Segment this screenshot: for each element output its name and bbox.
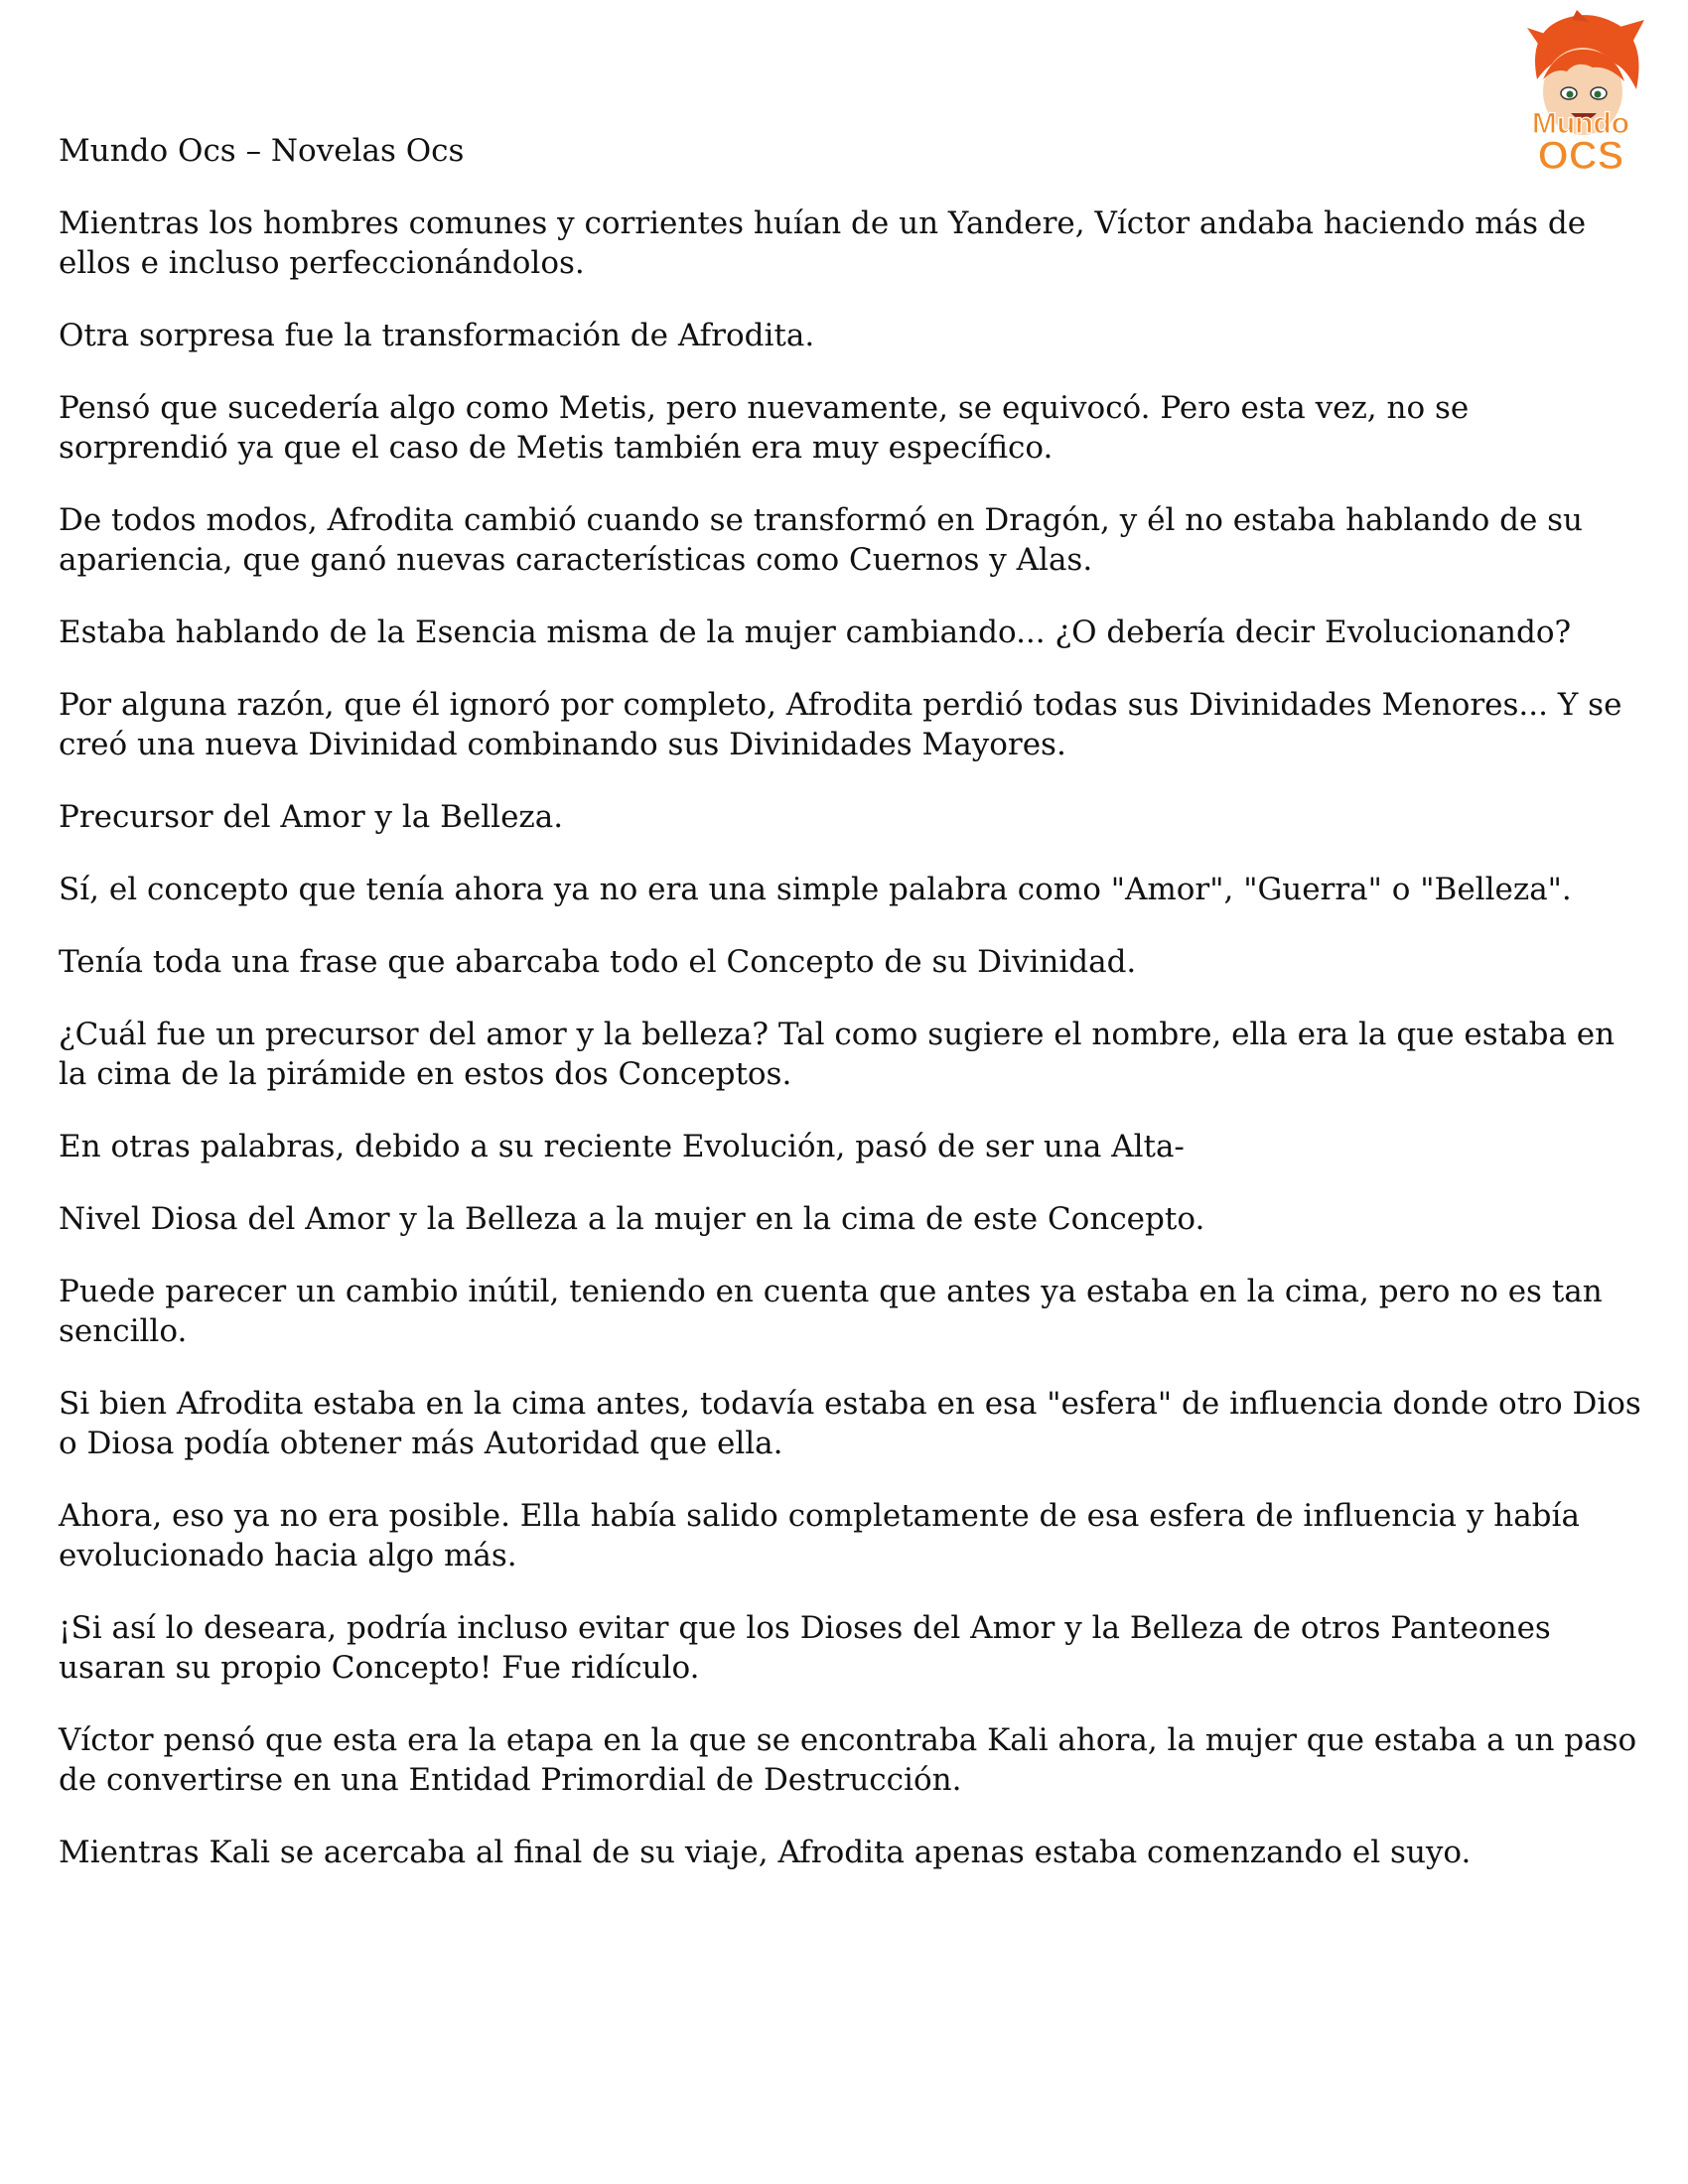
paragraph: Puede parecer un cambio inútil, teniendo en cuenta que antes ya estaba en la cima, pero no es tan sencillo. [59, 1274, 1603, 1349]
paragraph: En otras palabras, debido a su reciente Evolución, pasó de ser una Alta- [59, 1129, 1185, 1164]
paragraph: Mientras Kali se acercaba al final de su viaje, Afrodita apenas estaba comenzando el suyo. [59, 1835, 1472, 1870]
paragraph: Mientras los hombres comunes y corrientes huían de un Yandere, Víctor andaba haciendo más de ellos e incluso perfeccionándolos. [59, 205, 1587, 281]
document-header: Mundo Ocs – Novelas Ocs [59, 133, 465, 169]
svg-text:Mundo: Mundo [1531, 107, 1630, 140]
paragraph: Precursor del Amor y la Belleza. [59, 799, 564, 835]
paragraph: Por alguna razón, que él ignoró por completo, Afrodita perdió todas sus Divinidades Menores... Y se creó una nueva Divinidad combinando sus Divinidades Mayores. [59, 687, 1622, 762]
document-body [59, 204, 1647, 1905]
paragraph: ¿Cuál fue un precursor del amor y la belleza? Tal como sugiere el nombre, ella era la que estaba en la cima de la pirámide en estos dos Conceptos. [59, 1017, 1616, 1092]
mundo-ocs-logo [1497, 10, 1664, 181]
paragraph: Sí, el concepto que tenía ahora ya no era una simple palabra como "Amor", "Guerra" o "Belleza". [59, 872, 1572, 907]
paragraph: Nivel Diosa del Amor y la Belleza a la mujer en la cima de este Concepto. [59, 1201, 1205, 1237]
paragraph: Otra sorpresa fue la transformación de Afrodita. [59, 318, 815, 353]
paragraph: Víctor pensó que esta era la etapa en la que se encontraba Kali ahora, la mujer que estaba a un paso de convertirse en una Entidad Primordial de Destrucción. [59, 1722, 1637, 1798]
svg-text:OCS: OCS [1537, 134, 1624, 178]
paragraph: Pensó que sucedería algo como Metis, pero nuevamente, se equivocó. Pero esta vez, no se sorprendió ya que el caso de Metis también era muy específico. [59, 390, 1470, 466]
paragraph: De todos modos, Afrodita cambió cuando se transformó en Dragón, y él no estaba hablando de su apariencia, que ganó nuevas características como Cuernos y Alas. [59, 502, 1584, 578]
paragraph: Si bien Afrodita estaba en la cima antes, todavía estaba en esa "esfera" de influencia donde otro Dios o Diosa podía obtener más Autoridad que ella. [59, 1386, 1641, 1461]
paragraph: Estaba hablando de la Esencia misma de la mujer cambiando... ¿O debería decir Evolucionando? [59, 614, 1572, 650]
paragraph: ¡Si así lo deseara, podría incluso evitar que los Dioses del Amor y la Belleza de otros Panteones usaran su propio Concepto! Fue ridículo. [59, 1610, 1551, 1686]
paragraph: Ahora, eso ya no era posible. Ella había salido completamente de esa esfera de influencia y había evolucionado hacia algo más. [59, 1498, 1580, 1573]
paragraph: Tenía toda una frase que abarcaba todo el Concepto de su Divinidad. [59, 944, 1137, 980]
